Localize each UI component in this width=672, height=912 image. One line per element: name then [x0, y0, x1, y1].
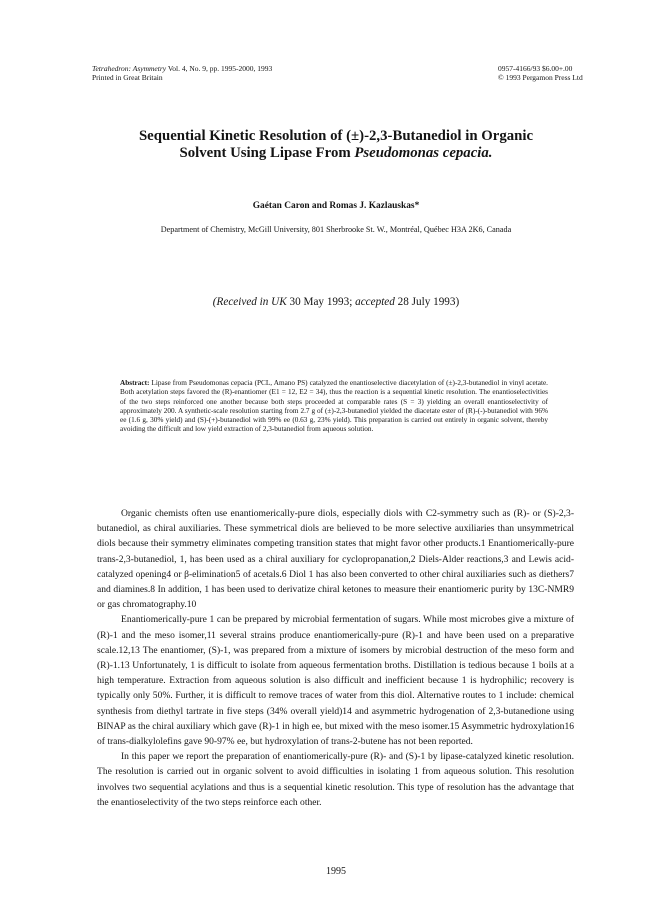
- accepted-label: accepted: [355, 296, 395, 308]
- affiliation: Department of Chemistry, McGill University, 801 Sherbrooke St. W., Montréal, Québec H3A 2K6, Canada: [160, 225, 512, 234]
- article-title: [60, 128, 612, 162]
- authors: Gaétan Caron and Romas J. Kazlauskas*: [252, 201, 420, 211]
- issn: 0957-4166/93 $6.00+.00: [498, 64, 573, 73]
- journal-name: Tetrahedron: Asymmetry: [92, 64, 167, 73]
- article-body: [97, 506, 574, 810]
- citation: Vol. 4, No. 9, pp. 1995-2000, 1993: [166, 64, 273, 73]
- received-label: (Received in UK: [212, 296, 287, 308]
- accepted-date: 28 July 1993): [394, 296, 460, 308]
- running-header-right: [498, 64, 583, 82]
- abstract: [120, 379, 548, 435]
- received-dates: [60, 296, 612, 308]
- body-paragraph: Enantiomerically-pure 1 can be prepared by microbial fermentation of sugars. While most microbes give a mixture of (R)-1 and the meso isomer,11 several strains produce enantiomerically-pure (R)-1 and have been used on a preparative scale.12,13 The enantiomer, (S)-1, was prepared from a mixture of isomers by microbial destruction of the meso form and (R)-1.13 Unfortunately, 1 is difficult to isolate from aqueous fermentation broths. Distillation is tedious because 1 boils at a high temperature. Extraction from aqueous solution is also difficult and inefficient because 1 is hydrophilic; recovery is typically only 50%. Further, it is difficult to remove traces of water from this diol. Alternative routes to 1 include: chemical synthesis from diethyl tartrate in five steps (34% overall yield)14 and asymmetric hydrogenation of 2,3-butanedione using BINAP as the chiral auxiliary which gave (R)-1 in high ee, but mixed with the meso isomer.15 Asymmetric hydroxylation16 of trans-dialkylolefins gave 90-97% ee, but hydroxylation of trans-2-butene has not been reported.: [97, 614, 574, 748]
- title-line-1: Sequential Kinetic Resolution of (±)-2,3-Butanediol in Organic: [138, 128, 534, 144]
- page-number: 1995: [326, 866, 346, 877]
- printed-in: Printed in Great Britain: [92, 73, 163, 82]
- title-line-2-start: Solvent Using Lipase From: [179, 145, 355, 161]
- abstract-label: Abstract:: [120, 379, 150, 387]
- body-paragraph: Organic chemists often use enantiomerically-pure diols, especially diols with C2-symmetry such as (R)- or (S)-2,3-butanediol, as chiral auxiliaries. These symmetrical diols are believed to be more selective auxiliaries than unsymmetrical diols because their symmetry eliminates competing transition states that might favor other products.1 Enantiomerically-pure trans-2,3-butanediol, 1, has been used as a chiral auxiliary for cyclopropanation,2 Diels-Alder reactions,3 and Lewis acid-catalyzed opening4 or β-elimination5 of acetals.6 Diol 1 has also been converted to other chiral auxiliaries such as diethers7 and diamines.8 In addition, 1 has been used to derivatize chiral ketones to measure their enantiomeric purity by 13C-NMR9 or gas chromatography.10: [97, 508, 574, 611]
- title-line-2: [60, 145, 612, 162]
- copyright: © 1993 Pergamon Press Ltd: [498, 73, 583, 82]
- received-date: 30 May 1993;: [286, 296, 356, 308]
- title-organism: Pseudomonas cepacia.: [354, 145, 493, 161]
- body-paragraph: In this paper we report the preparation of enantiomerically-pure (R)- and (S)-1 by lipase-catalyzed kinetic resolution. The resolution is carried out in organic solvent to avoid difficulties in isolating 1 from aqueous solution. This resolution involves two sequential acylations and thus is a sequential kinetic resolution. This type of resolution has the advantage that the enantioselectivity of the two steps reinforce each other.: [97, 751, 574, 808]
- running-header-left: [92, 64, 272, 82]
- abstract-text: Lipase from Pseudomonas cepacia (PCL, Amano PS) catalyzed the enantioselective diacetylation of (±)-2,3-butanediol in vinyl acetate. Both acetylation steps favored the (R)-enantiomer (E1 = 12, E2 = 34), thus the reaction is a sequential kinetic resolution. The enantioselectivities of the two steps reinforced one another because both steps proceeded at comparable rates (S = 3) yielding an overall enantioselectivity of approximately 200. A synthetic-scale resolution starting from 2.7 g of (±)-2,3-butanediol yielded the diacetate ester of (R)-(-)-butanediol with 96% ee (1.6 g, 30% yield) and (S)-(+)-butanediol with 99% ee (0.63 g, 23% yield). This preparation is carried out entirely in organic solvent, thereby avoiding the difficult and low yield extraction of 2,3-butanediol from aqueous solution.: [120, 379, 548, 434]
